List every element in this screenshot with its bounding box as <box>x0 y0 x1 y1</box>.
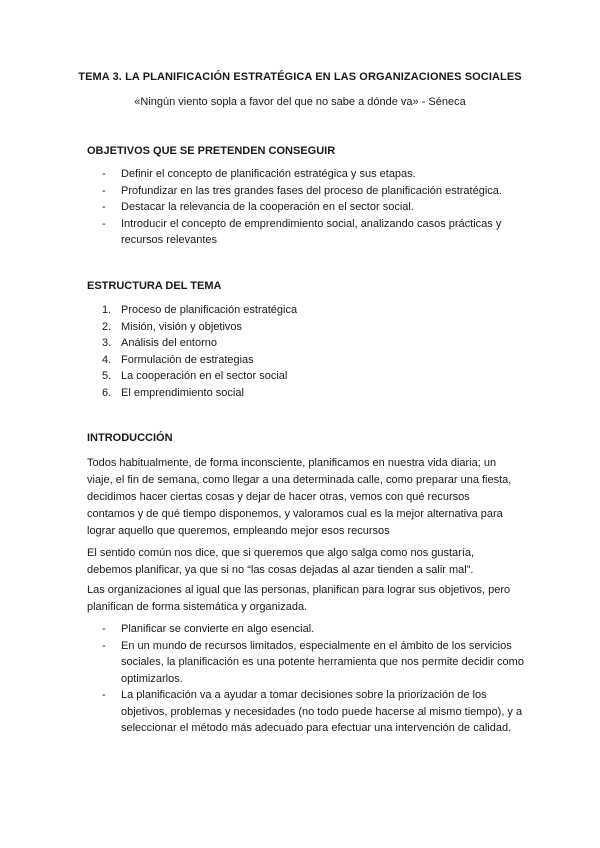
list-item-text: Definir el concepto de planificación estratégica y sus etapas. <box>121 168 416 180</box>
bullet-dash: - <box>102 184 106 197</box>
paragraph: El sentido común nos dice, que si queremos que algo salga como nos gustaría, debemos planificar, ya que si no “las cosas dejadas al azar tienden a salir mal”. <box>87 547 475 576</box>
list-item <box>87 319 527 336</box>
bullet-dash: - <box>102 217 106 230</box>
list-item-text: Planificar se convierte en algo esencial. <box>121 623 315 635</box>
introduccion-heading: INTRODUCCIÓN <box>87 432 173 444</box>
list-item-text: La planificación va a ayudar a tomar decisiones sobre la priorización de los objetivos, problemas y necesidades (no todo puede hacerse al mismo tiempo), y a seleccionar el método más adecuado para efectuar una intervención de calidad. <box>121 689 523 734</box>
bullet-dash: - <box>102 639 106 652</box>
list-number: 2. <box>102 320 112 333</box>
intro-list-block <box>87 621 527 737</box>
list-item-text: En un mundo de recursos limitados, especialmente en el ámbito de los servicios sociales, la planificación es una potente herramienta que nos permite decidir como optimizarlos. <box>121 639 524 685</box>
list-item <box>87 335 527 352</box>
list-item-text: Análisis del entorno <box>121 337 218 349</box>
objetivos-list-block <box>87 166 527 249</box>
list-number: 1. <box>102 304 112 316</box>
list-item <box>87 199 527 216</box>
intro-paragraph-3 <box>87 582 519 616</box>
list-item-text: Misión, visión y objetivos <box>121 320 243 333</box>
estructura-list-block <box>87 302 527 401</box>
list-item <box>87 385 527 402</box>
list-item-text: Profundizar en las tres grandes fases del proceso de planificación estratégica. <box>121 184 502 197</box>
bullet-dash: - <box>102 689 106 701</box>
list-item <box>87 687 527 737</box>
list-item-text: Introducir el concepto de emprendimiento social, analizando casos prácticas y recursos relevantes <box>121 217 502 246</box>
list-item <box>87 183 527 200</box>
document-title: TEMA 3. LA PLANIFICACIÓN ESTRATÉGICA EN LAS ORGANIZACIONES SOCIALES <box>78 71 522 83</box>
list-number: 4. <box>102 353 112 366</box>
list-item <box>87 621 527 638</box>
estructura-heading: ESTRUCTURA DEL TEMA <box>87 280 222 292</box>
intro-list <box>87 621 527 737</box>
list-item-text: Proceso de planificación estratégica <box>121 304 298 316</box>
intro-paragraph-1 <box>87 455 519 540</box>
list-item-text: Destacar la relevancia de la cooperación en el sector social. <box>121 201 414 213</box>
bullet-dash: - <box>102 201 106 213</box>
list-number: 6. <box>102 386 112 399</box>
paragraph: Todos habitualmente, de forma inconsciente, planificamos en nuestra vida diaria; un viaje, el fin de semana, como llegar a una determinada calle, como preparar una fiesta, decidimos hacer ciertas cosas y dejar de hacer otras, vemos con qué recursos contamos y de qué tiempo disponemos, y valoramos cual es la mejor alternativa para lograr aquello que queremos, empleando mejor esos recursos <box>87 457 512 537</box>
bullet-dash: - <box>102 623 106 635</box>
list-item <box>87 368 527 385</box>
list-item-text: La cooperación en el sector social <box>121 370 288 382</box>
epigraph-quote: «Ningún viento sopla a favor del que no sabe a dónde va» - Séneca <box>134 96 466 108</box>
list-item-text: Formulación de estrategias <box>121 353 254 366</box>
list-item <box>87 216 527 249</box>
list-item <box>87 352 527 369</box>
intro-paragraph-2 <box>87 545 519 579</box>
list-item <box>87 166 527 183</box>
estructura-list <box>87 302 527 401</box>
paragraph: Las organizaciones al igual que las personas, planifican para lograr sus objetivos, pero planifican de forma sistemática y organizada. <box>87 584 511 613</box>
objetivos-heading: OBJETIVOS QUE SE PRETENDEN CONSEGUIR <box>87 145 336 157</box>
list-item <box>87 638 527 688</box>
list-item <box>87 302 527 319</box>
list-number: 5. <box>102 370 112 382</box>
list-item-text: El emprendimiento social <box>121 386 244 399</box>
list-number: 3. <box>102 337 112 349</box>
objetivos-list <box>87 166 527 249</box>
bullet-dash: - <box>102 168 106 180</box>
